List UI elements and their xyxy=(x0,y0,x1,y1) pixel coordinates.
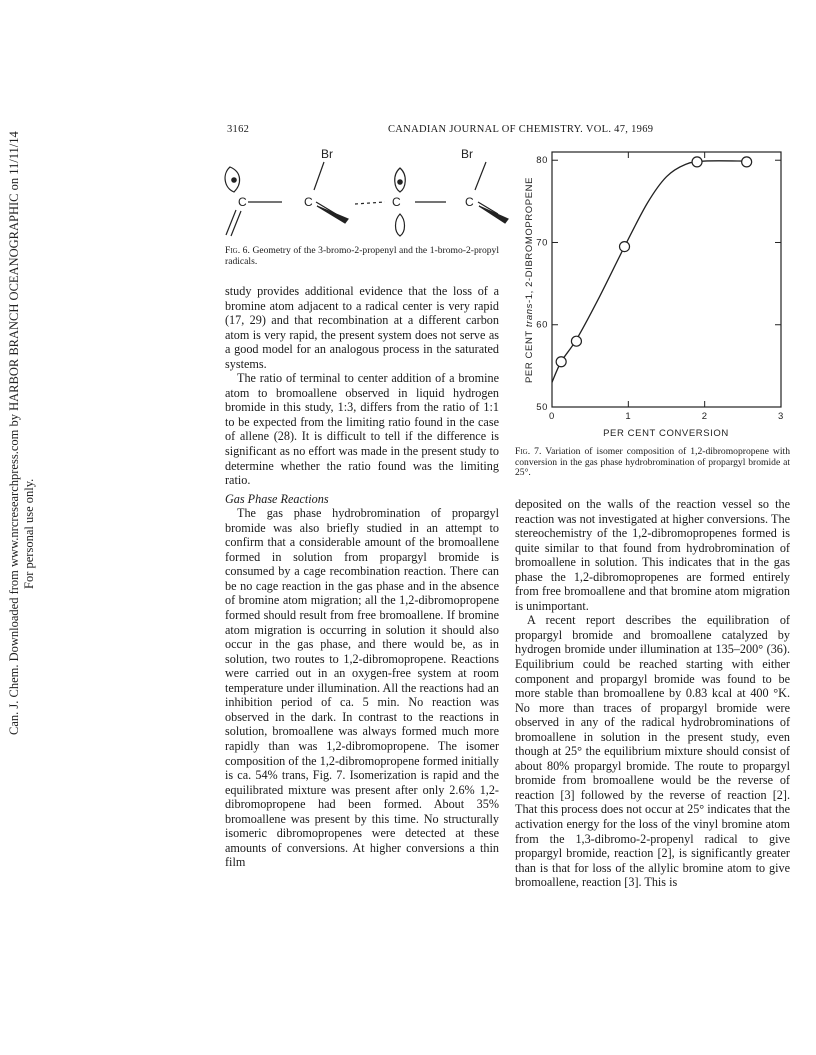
x-tick-label: 2 xyxy=(701,411,708,422)
y-axis-label xyxy=(524,177,535,383)
y-axis-label-suffix: -1, 2-DIBROMOPROPENE xyxy=(524,176,535,303)
bond-c-br-right xyxy=(475,162,486,190)
trend-curve xyxy=(552,161,747,383)
y-tick-label: 80 xyxy=(536,155,548,167)
plot-frame xyxy=(552,152,781,407)
double-bond-1 xyxy=(226,210,236,235)
x-tick-label: 3 xyxy=(778,411,784,422)
data-point xyxy=(620,242,630,252)
section-heading: Gas Phase Reactions xyxy=(225,491,329,506)
right-paragraph-1: deposited on the walls of the reaction vessel so the reaction was not investigated at higher conversions. The stereochemistry of the 1,2-dibromopropenes formed is quite similar to that found from hydrobromination of bromoallene in solution. This indicates that in the gas phase the 1,2-dibromopropenes are formed entirely from free bromoallene and that bromine atom migration is unimportant. xyxy=(515,497,790,613)
atom-c-1: C xyxy=(238,195,247,209)
data-point xyxy=(742,157,752,167)
figure7-chart xyxy=(510,140,800,440)
y-tick-label: 50 xyxy=(536,402,548,413)
download-notice xyxy=(0,0,50,1055)
radical-electron-left xyxy=(232,178,236,182)
double-bond-2 xyxy=(231,211,241,236)
personal-use-line: For personal use only. xyxy=(22,478,36,589)
y-axis-label-italic: trans xyxy=(524,302,535,328)
dashed-bond xyxy=(355,202,385,204)
atom-br-right: Br xyxy=(461,147,473,161)
figure7-caption-text: Variation of isomer composition of 1,2-dibromopropene with conversion in the gas phase hydrobromination of propargyl bromide at 25°. xyxy=(515,446,790,479)
left-paragraph-2: The ratio of terminal to center addition of a bromine atom to bromoallene observed in liquid hydrogen bromide in this study, 1:3, differs from the ratio of 1:1 to be expected from the limiting ratio found in the case of allene (28). It is difficult to tell if the difference is significant as no effort was made in the present study to determine whether the ratio found was the limiting ratio. xyxy=(225,371,499,488)
page-number: 3162 xyxy=(227,124,250,135)
data-point xyxy=(556,357,566,367)
y-tick-label: 70 xyxy=(536,237,548,249)
data-point xyxy=(692,157,702,167)
data-point xyxy=(571,336,581,346)
wedge-bond-left xyxy=(317,206,348,223)
wedge-bond-right xyxy=(479,206,508,223)
figure7-caption-label: Fig. 7. xyxy=(515,446,542,457)
bond-c-h-left xyxy=(316,202,336,214)
figure6-diagram xyxy=(220,140,510,245)
figure6-caption-text: Geometry of the 3-bromo-2-propenyl and the 1-bromo-2-propyl radicals. xyxy=(225,245,500,267)
download-line: Can. J. Chem. Downloaded from www.nrcresearchpress.com by HARBOR BRANCH OCEANOGRAPHIC on 11/11/14 xyxy=(7,131,21,735)
figure6-caption xyxy=(225,246,499,267)
atom-c-2: C xyxy=(304,195,313,209)
orbital-lobe-lower xyxy=(396,214,405,236)
x-axis-label: PER CENT CONVERSION xyxy=(603,428,729,439)
x-tick-label: 0 xyxy=(549,411,555,422)
left-paragraph-3: The gas phase hydrobromination of propargyl bromide was also briefly studied in an attempt to confirm that a considerable amount of the bromoallene formed in solution from propargyl bromide is consumed by a cage recombination reaction. There can be no cage reaction in the gas phase and in the absence of bromine atom migration; all the 1,2-dibromopropene formed should result from free bromoallene. If bromine atom migration is occurring in solution it should also occur in the gas phase, and there would be, as in solution, two routes to 1,2-dibromopropene. Reactions were carried out in an oxygen-free system at room temperature under illumination. All the reactions had an inhibition period of ca. 5 min. No reaction was observed in the dark. In contrast to the reactions in solution, bromoallene was always formed much more rapidly than was 1,2-dibromopropene. The isomer composition of the 1,2-dibromopropene formed initially is ca. 54% trans, Fig. 7. Isomerization is rapid and the equilibrated mixture was present after only 2.6% 1,2-dibromopropene had been formed. About 35% bromoallene was present by this time. No structurally isomeric dibromopropenes were detected at these amounts of conversions. At higher conversions a thin film xyxy=(225,506,499,870)
bond-c-br-left xyxy=(314,162,324,190)
radical-electron-middle xyxy=(398,180,402,184)
journal-running-head: CANADIAN JOURNAL OF CHEMISTRY. VOL. 47, 1969 xyxy=(388,124,654,135)
left-paragraph-1: study provides additional evidence that the loss of a bromine atom adjacent to a radical center is very rapid (17, 29) and that recombination at a different carbon atom is very rapid, the present system does not serve as a good model for an analogous process in the saturated systems. xyxy=(225,284,499,371)
atom-br-left: Br xyxy=(321,147,333,161)
atom-c-4: C xyxy=(465,195,474,209)
right-paragraph-2: A recent report describes the equilibration of propargyl bromide and bromoallene catalyzed by hydrogen bromide under illumination at 135–200° (36). Equilibrium could be reached starting with either component and propargyl bromide was found to be more stable than bromoallene by 0.83 kcal at 400 °K. No more than traces of propargyl bromide were observed in any of the radical hydrobrominations of bromoallene in solution in the present study, even though at 25° the equilibrium mixture should consist of about 80% propargyl bromide. The route to propargyl bromide from bromoallene would be the reverse of reaction [3] followed by the reverse of reaction [2]. That this process does not occur at 25° indicates that the activation energy for the loss of the vinyl bromine atom from the 1,3-dibromo-2-propenyl radical to give propargyl bromide, reaction [2], is significantly greater than is that for loss of the allylic bromine atom to give bromoallene, reaction [3]. This is xyxy=(515,613,790,890)
right-column xyxy=(515,497,790,890)
y-axis-label-prefix: PER CENT xyxy=(524,330,535,384)
x-tick-label: 1 xyxy=(625,411,632,422)
y-tick-label: 60 xyxy=(536,319,548,331)
figure7-caption xyxy=(515,447,790,479)
figure6-caption-label: Fig. 6. xyxy=(225,245,250,256)
left-column xyxy=(225,284,499,870)
atom-c-3: C xyxy=(392,195,401,209)
